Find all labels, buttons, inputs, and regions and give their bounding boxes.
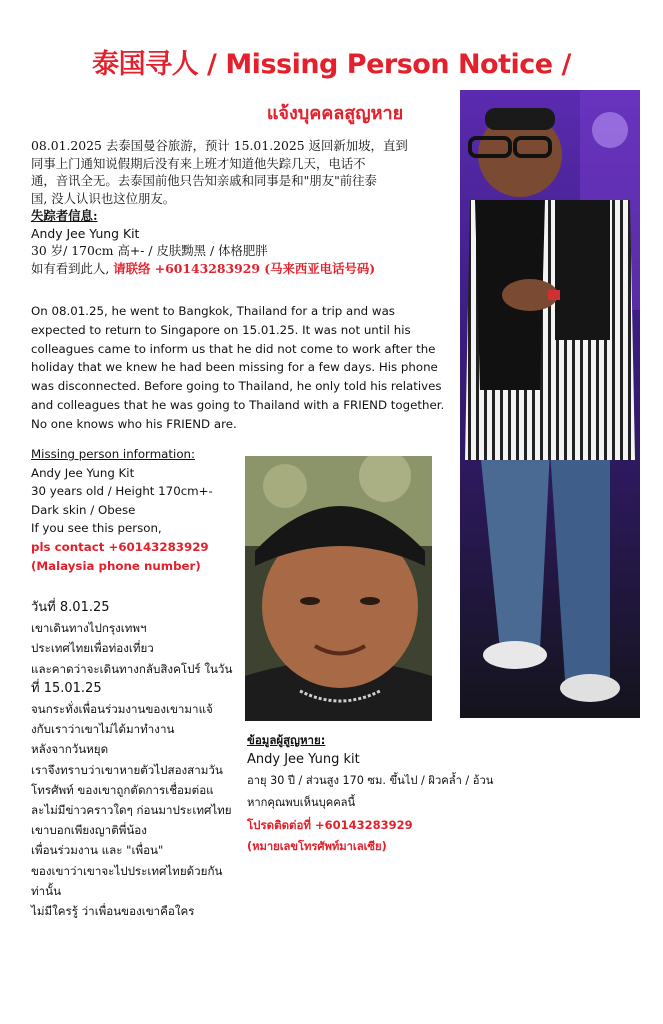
thai-line: ของเขาว่าเขาจะไปประเทศไทยด้วยกัน bbox=[31, 863, 223, 878]
notice-title: 泰国寻人 / Missing Person Notice / bbox=[92, 49, 571, 80]
chinese-line: 通，音讯全无。去泰国前他只告知亲戚和同事是和"朋友"前往泰 bbox=[31, 173, 377, 188]
chinese-contact-phone: 请联络 +60143283929 (马来西亚电话号码) bbox=[113, 260, 376, 276]
thai-line: ไม่มีใครรู้ ว่าเพื่อนของเขาคือใคร bbox=[31, 904, 195, 919]
english-line: was disconnected. Before going to Thailand, he only told his relatives bbox=[31, 379, 442, 394]
thai-line: งกับเราว่าเขาไม่ได้มาทำงาน bbox=[31, 722, 175, 737]
english-info-heading: Missing person information: bbox=[31, 447, 195, 461]
english-if-see: If you see this person, bbox=[31, 521, 162, 536]
thai-line: ละไม่มีข่าวคราวใดๆ ก่อนมาประเทศไทย bbox=[31, 803, 232, 818]
thai-line: เขาบอกเพียงญาติพี่น้อง bbox=[31, 823, 147, 838]
thai-line: เขาเดินทางไปกรุงเทพฯ bbox=[31, 621, 147, 636]
english-age-height: 30 years old / Height 170cm+- bbox=[31, 484, 213, 499]
english-line: On 08.01.25, he went to Bangkok, Thailand for a trip and was bbox=[31, 304, 395, 318]
thai-line: ที่ 15.01.25 bbox=[31, 680, 102, 696]
english-skin: Dark skin / Obese bbox=[31, 502, 136, 517]
thai-details: อายุ 30 ปี / ส่วนสูง 170 ซม. ขึ้นไป / ผิวคล้ำ / อ้วน bbox=[247, 774, 494, 787]
chinese-section bbox=[31, 137, 451, 277]
english-line: No one knows who his FRIEND are. bbox=[31, 416, 237, 431]
thai-line: และคาดว่าจะเดินทางกลับสิงคโปร์ ในวัน bbox=[31, 661, 233, 676]
thai-section bbox=[31, 598, 246, 921]
thai-line: ประเทศไทยเพื่อท่องเที่ยว bbox=[31, 641, 154, 656]
english-line: holiday that we knew he had been missing for a few days. His phone bbox=[31, 360, 438, 375]
thai-line: โทรศัพท์ ของเขาถูกตัดการเชื่อมต่อแ bbox=[31, 782, 214, 797]
thai-name: Andy Jee Yung kit bbox=[247, 752, 360, 767]
chinese-details: 30 岁/ 170cm 高+- / 皮肤黝黑 / 体格肥胖 bbox=[31, 243, 268, 258]
thai-contact: โปรดติดต่อที่ +60143283929 bbox=[247, 818, 413, 832]
thai-info-heading: ข้อมูลผู้สูญหาย: bbox=[247, 733, 326, 747]
thai-phone-note: (หมายเลขโทรศัพท์มาเลเซีย) bbox=[247, 840, 387, 853]
chinese-line: 国, 没人认识也这位朋友。 bbox=[31, 190, 176, 206]
thai-if-see: หากคุณพบเห็นบุคคลนี้ bbox=[247, 796, 356, 809]
english-info-section bbox=[31, 445, 241, 575]
chinese-name: Andy Jee Yung Kit bbox=[31, 225, 140, 241]
thai-info-section bbox=[247, 730, 647, 858]
chinese-contact-prefix: 如有看到此人, bbox=[31, 260, 114, 276]
thai-line: วันที่ 8.01.25 bbox=[31, 600, 110, 615]
english-line: colleagues came to inform us that he did not come to work after the bbox=[31, 341, 436, 356]
english-phone-note: (Malaysia phone number) bbox=[31, 558, 201, 573]
chinese-line: 同事上门通知说假期后没有来上班才知道他失踪几天，电话不 bbox=[31, 155, 366, 171]
english-section bbox=[31, 302, 456, 434]
person-photo bbox=[460, 90, 640, 718]
thai-line: หลังจากวันหยุด bbox=[31, 742, 109, 757]
thai-line: จนกระทั่งเพื่อนร่วมงานของเขามาแจ้ bbox=[31, 702, 213, 717]
chinese-contact bbox=[31, 260, 451, 278]
person-face-photo-icon bbox=[245, 456, 432, 721]
english-line: expected to return to Singapore on 15.01.25. It was not until his bbox=[31, 322, 411, 337]
thai-line: เราจึงทราบว่าเขาหายตัวไปสองสามวัน bbox=[31, 762, 223, 777]
english-name: Andy Jee Yung Kit bbox=[31, 465, 135, 480]
chinese-line: 08.01.2025 去泰国曼谷旅游，预计 15.01.2025 返回新加坡，直到 bbox=[31, 138, 408, 153]
thai-line: ท่านั้น bbox=[31, 883, 62, 898]
thai-line: เพื่อนร่วมงาน และ "เพื่อน" bbox=[31, 843, 164, 858]
person-photo-icon bbox=[460, 90, 640, 718]
english-line: and colleagues that he was going to Thailand with a FRIEND together. bbox=[31, 397, 445, 412]
chinese-info-heading: 失踪者信息: bbox=[31, 208, 98, 223]
english-contact: pls contact +60143283929 bbox=[31, 539, 209, 554]
person-face-photo bbox=[245, 456, 432, 721]
thai-title: แจ้งบุคคลสูญหาย bbox=[266, 103, 404, 124]
